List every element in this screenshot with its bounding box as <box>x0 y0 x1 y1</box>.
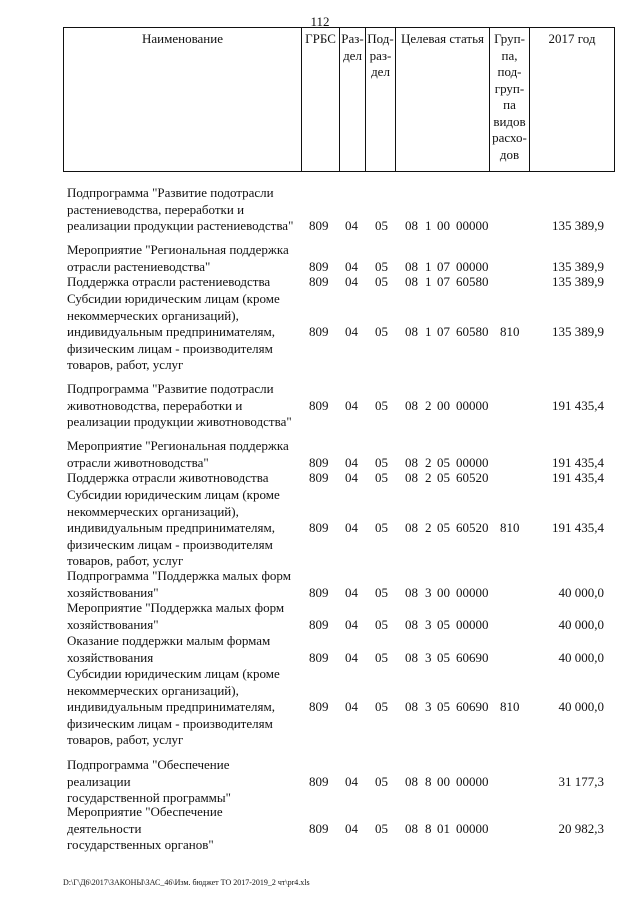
amount-2017: 40 000,0 <box>558 699 604 714</box>
grbs-code: 809 <box>309 258 329 274</box>
amount-2017: 191 435,4 <box>552 470 604 485</box>
podrazdel-code: 05 <box>375 616 388 632</box>
target-article-event: 05 <box>437 470 450 485</box>
target-article-subprogram: 1 <box>425 324 432 339</box>
row-name-line: Мероприятие "Обеспечение деятельности <box>67 804 223 836</box>
razdel-code: 04 <box>345 773 358 789</box>
expense-type-code: 810 <box>500 324 520 339</box>
expense-type-code: 810 <box>500 520 520 535</box>
header-grbs: ГРБС <box>302 28 340 171</box>
target-article-subprogram: 2 <box>425 470 432 485</box>
row-name-line: индивидуальным предпринимателям, <box>67 520 275 535</box>
target-article-subprogram: 2 <box>425 520 432 535</box>
row-name-line: Поддержка отрасли животноводства <box>67 470 269 485</box>
amount-2017: 191 435,4 <box>552 454 604 470</box>
podrazdel-code: 05 <box>375 324 388 339</box>
podrazdel-code: 05 <box>375 470 388 485</box>
podrazdel-code: 05 <box>375 699 388 714</box>
header-name: Наименование <box>64 28 302 171</box>
target-article-program: 08 <box>405 470 418 485</box>
row-name-line: физическим лицам - производителям <box>67 340 273 356</box>
row-name-line: реализации продукции растениеводства" <box>67 218 294 233</box>
grbs-code: 809 <box>309 520 329 535</box>
target-article-program: 08 <box>405 649 418 665</box>
row-name-line: Подпрограмма "Обеспечение реализации <box>67 757 230 789</box>
target-article-program: 08 <box>405 699 418 714</box>
target-article-program: 08 <box>405 584 418 600</box>
target-article-subprogram: 3 <box>425 584 432 600</box>
target-article-event: 01 <box>437 820 450 836</box>
row-name-line: товаров, работ, услуг <box>67 357 184 372</box>
target-article-program: 08 <box>405 820 418 836</box>
podrazdel-code: 05 <box>375 258 388 274</box>
razdel-code: 04 <box>345 699 358 714</box>
row-name <box>67 274 295 291</box>
amount-2017: 135 389,9 <box>552 324 604 339</box>
target-article-program: 08 <box>405 773 418 789</box>
row-name-line: Субсидии юридическим лицам (кроме <box>67 666 280 681</box>
amount-2017: 191 435,4 <box>552 397 604 413</box>
target-article-program: 08 <box>405 324 418 339</box>
amount-2017: 31 177,3 <box>558 773 604 789</box>
razdel-code: 04 <box>345 649 358 665</box>
grbs-code: 809 <box>309 649 329 665</box>
row-name-line: государственных органов" <box>67 837 214 852</box>
target-article-event: 05 <box>437 649 450 665</box>
row-name-line: отрасли растениеводства" <box>67 258 211 274</box>
header-target: Целевая статья <box>396 28 490 171</box>
grbs-code: 809 <box>309 616 329 632</box>
header-podrazdel: Под- раз- дел <box>366 28 396 171</box>
row-name <box>67 633 295 666</box>
row-name-line: Мероприятие "Региональная поддержка <box>67 438 289 453</box>
target-article-direction: 00000 <box>456 616 489 632</box>
amount-2017: 135 389,9 <box>552 258 604 274</box>
target-article-direction: 60580 <box>456 324 489 339</box>
target-article-program: 08 <box>405 258 418 274</box>
row-name-line: физическим лицам - производителям <box>67 536 273 552</box>
grbs-code: 809 <box>309 584 329 600</box>
target-article-event: 07 <box>437 258 450 274</box>
target-article-direction: 00000 <box>456 397 489 413</box>
row-name-line: реализации продукции животноводства" <box>67 414 292 429</box>
razdel-code: 04 <box>345 324 358 339</box>
amount-2017: 40 000,0 <box>558 649 604 665</box>
razdel-code: 04 <box>345 274 358 289</box>
target-article-direction: 60690 <box>456 649 489 665</box>
grbs-code: 809 <box>309 773 329 789</box>
row-name <box>67 804 295 854</box>
target-article-subprogram: 3 <box>425 699 432 714</box>
row-name-line: растениеводства, переработки и <box>67 201 245 217</box>
grbs-code: 809 <box>309 454 329 470</box>
expense-type-code: 810 <box>500 699 520 714</box>
grbs-code: 809 <box>309 324 329 339</box>
row-name-line: товаров, работ, услуг <box>67 732 184 747</box>
podrazdel-code: 05 <box>375 773 388 789</box>
razdel-code: 04 <box>345 520 358 535</box>
header-group: Груп- па, под- груп- па видов расхо- дов <box>490 28 530 171</box>
row-name-line: некоммерческих организаций), <box>67 307 239 323</box>
table-header <box>63 27 615 172</box>
row-name <box>67 185 295 235</box>
target-article-subprogram: 8 <box>425 820 432 836</box>
amount-2017: 135 389,9 <box>552 218 604 233</box>
podrazdel-code: 05 <box>375 520 388 535</box>
row-name <box>67 757 295 807</box>
row-name-line: индивидуальным предпринимателям, <box>67 699 275 714</box>
header-razdel: Раз- дел <box>340 28 366 171</box>
target-article-event: 00 <box>437 773 450 789</box>
grbs-code: 809 <box>309 218 329 233</box>
target-article-direction: 60580 <box>456 274 489 289</box>
row-name-line: физическим лицам - производителям <box>67 715 273 731</box>
target-article-event: 00 <box>437 397 450 413</box>
amount-2017: 20 982,3 <box>558 820 604 836</box>
razdel-code: 04 <box>345 218 358 233</box>
target-article-subprogram: 1 <box>425 274 432 289</box>
target-article-program: 08 <box>405 397 418 413</box>
target-article-event: 07 <box>437 324 450 339</box>
razdel-code: 04 <box>345 258 358 274</box>
row-name-line: некоммерческих организаций), <box>67 503 239 519</box>
razdel-code: 04 <box>345 584 358 600</box>
target-article-event: 05 <box>437 454 450 470</box>
target-article-event: 05 <box>437 699 450 714</box>
podrazdel-code: 05 <box>375 820 388 836</box>
row-name-line: индивидуальным предпринимателям, <box>67 324 275 339</box>
target-article-program: 08 <box>405 616 418 632</box>
row-name <box>67 666 295 749</box>
target-article-direction: 00000 <box>456 584 489 600</box>
target-article-event: 05 <box>437 520 450 535</box>
razdel-code: 04 <box>345 616 358 632</box>
target-article-subprogram: 3 <box>425 649 432 665</box>
target-article-subprogram: 3 <box>425 616 432 632</box>
target-article-subprogram: 1 <box>425 218 432 233</box>
target-article-program: 08 <box>405 520 418 535</box>
podrazdel-code: 05 <box>375 218 388 233</box>
target-article-subprogram: 2 <box>425 454 432 470</box>
podrazdel-code: 05 <box>375 274 388 289</box>
page-number: 112 <box>310 14 330 29</box>
row-name-line: отрасли животноводства" <box>67 454 209 470</box>
podrazdel-code: 05 <box>375 584 388 600</box>
grbs-code: 809 <box>309 820 329 836</box>
row-name <box>67 568 295 601</box>
row-name-line: хозяйствования" <box>67 584 159 600</box>
row-name <box>67 242 295 275</box>
amount-2017: 135 389,9 <box>552 274 604 289</box>
row-name-line: хозяйствования" <box>67 616 159 632</box>
podrazdel-code: 05 <box>375 649 388 665</box>
row-name-line: Мероприятие "Поддержка малых форм <box>67 600 285 615</box>
row-name-line: некоммерческих организаций), <box>67 682 239 698</box>
row-name <box>67 381 295 431</box>
grbs-code: 809 <box>309 397 329 413</box>
row-name-line: Поддержка отрасли растениеводства <box>67 274 271 289</box>
row-name <box>67 291 295 374</box>
podrazdel-code: 05 <box>375 454 388 470</box>
target-article-direction: 00000 <box>456 820 489 836</box>
target-article-subprogram: 2 <box>425 397 432 413</box>
amount-2017: 40 000,0 <box>558 584 604 600</box>
target-article-direction: 00000 <box>456 773 489 789</box>
row-name-line: товаров, работ, услуг <box>67 553 184 568</box>
row-name-line: Оказание поддержки малым формам <box>67 633 271 648</box>
target-article-direction: 00000 <box>456 258 489 274</box>
razdel-code: 04 <box>345 454 358 470</box>
target-article-event: 07 <box>437 274 450 289</box>
header-year: 2017 год <box>548 31 596 46</box>
row-name-line: Субсидии юридическим лицам (кроме <box>67 291 280 306</box>
target-article-event: 00 <box>437 584 450 600</box>
podrazdel-code: 05 <box>375 397 388 413</box>
target-article-subprogram: 1 <box>425 258 432 274</box>
target-article-direction: 60690 <box>456 699 489 714</box>
razdel-code: 04 <box>345 397 358 413</box>
row-name-line: Подпрограмма "Развитие подотрасли <box>67 185 274 200</box>
grbs-code: 809 <box>309 699 329 714</box>
row-name <box>67 470 295 487</box>
target-article-subprogram: 8 <box>425 773 432 789</box>
target-article-program: 08 <box>405 454 418 470</box>
target-article-event: 00 <box>437 218 450 233</box>
row-name-line: хозяйствования <box>67 649 154 665</box>
row-name-line: Мероприятие "Региональная поддержка <box>67 242 289 257</box>
row-name <box>67 438 295 471</box>
razdel-code: 04 <box>345 820 358 836</box>
footer-file-path: D:\Г\Д6\2017\ЗАКОНЫ\ЗАС_46\Изм. бюджет ТО 2017-2019_2 чт\pr4.xls <box>63 878 310 887</box>
amount-2017: 40 000,0 <box>558 616 604 632</box>
target-article-direction: 60520 <box>456 520 489 535</box>
target-article-event: 05 <box>437 616 450 632</box>
row-name-line: Подпрограмма "Поддержка малых форм <box>67 568 291 583</box>
grbs-code: 809 <box>309 470 329 485</box>
target-article-program: 08 <box>405 274 418 289</box>
target-article-direction: 60520 <box>456 470 489 485</box>
row-name <box>67 487 295 570</box>
grbs-code: 809 <box>309 274 329 289</box>
amount-2017: 191 435,4 <box>552 520 604 535</box>
target-article-direction: 00000 <box>456 454 489 470</box>
row-name-line: государственной программы" <box>67 790 231 805</box>
target-article-program: 08 <box>405 218 418 233</box>
target-article-direction: 00000 <box>456 218 489 233</box>
row-name-line: Субсидии юридическим лицам (кроме <box>67 487 280 502</box>
razdel-code: 04 <box>345 470 358 485</box>
row-name <box>67 600 295 633</box>
row-name-line: животноводства, переработки и <box>67 397 243 413</box>
row-name-line: Подпрограмма "Развитие подотрасли <box>67 381 274 396</box>
